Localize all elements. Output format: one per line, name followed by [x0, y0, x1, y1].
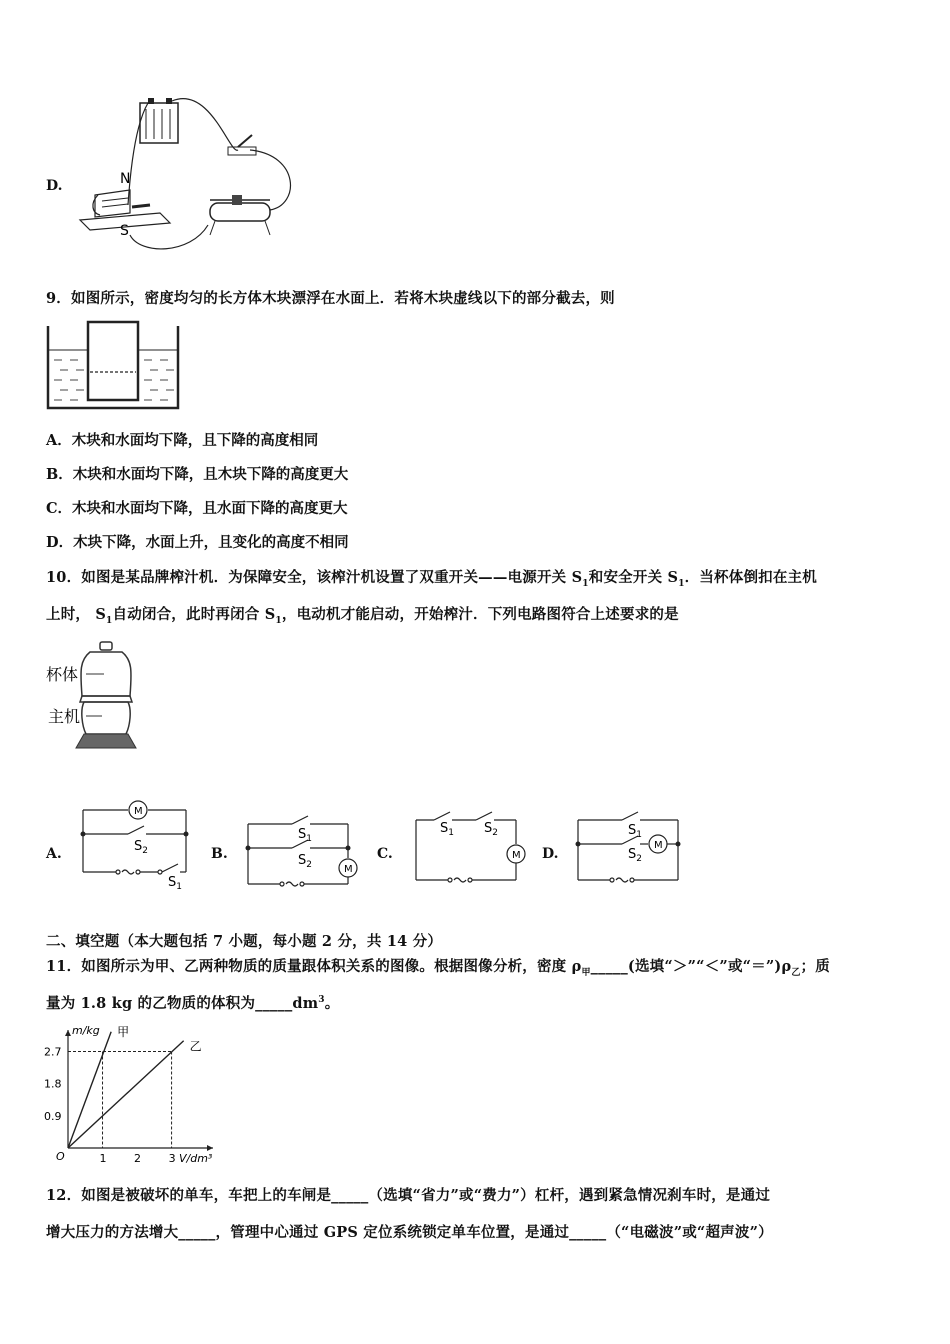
q9-option-a: A．木块和水面均下降，且下降的高度相同: [46, 432, 319, 449]
q8-electromagnet-circuit-figure: [70, 95, 310, 255]
q10-cup-label: 杯体: [46, 665, 79, 684]
chart-x-tick: 2: [134, 1152, 142, 1165]
q10-stem-line2: 上时， $S_1$自动闭合，此时再闭合 $S_1$，电动机才能启动，开始榨汁．下列电路图符合上述要求的是: [46, 606, 679, 626]
q10-b-motor-label: M: [344, 864, 353, 875]
q10-b-s2-label: $S_2$: [298, 853, 312, 870]
chart-x-arrow: [207, 1145, 213, 1151]
chart-x-axis-label: V/dm³: [179, 1152, 213, 1165]
q10-juicer-figure: [46, 640, 156, 755]
q10-c-motor-label: M: [512, 850, 521, 861]
q9-stem: 9．如图所示，密度均匀的长方体木块漂浮在水面上．若将木块虚线以下的部分截去，则: [46, 290, 615, 307]
chart-y-axis-label: m/kg: [72, 1024, 100, 1037]
chart-origin-label: O: [56, 1150, 65, 1163]
q10-option-c-label: C.: [377, 846, 393, 862]
q10-b-s1-label: $S_1$: [298, 827, 312, 844]
q10-option-d-label: D.: [542, 846, 559, 862]
q10-a-s2-label: $S_2$: [134, 839, 148, 856]
q10-base-label: 主机: [48, 707, 81, 726]
q10-c-s2-label: $S_2$: [484, 821, 498, 838]
q10-circuit-c: [412, 802, 522, 888]
q10-c-s1-label: $S_1$: [440, 821, 454, 838]
chart-y-tick: 1.8: [44, 1077, 62, 1091]
chart-y-tick: 2.7: [44, 1045, 62, 1059]
q10-circuit-d: [574, 806, 684, 888]
q10-circuit-a: [80, 800, 190, 890]
q9-option-d: D．木块下降，水面上升，且变化的高度不相同: [46, 534, 349, 551]
chart-series-label-jia: 甲: [117, 1024, 130, 1039]
q9-floating-block-figure: [46, 322, 181, 414]
q11-line2: 量为 1.8 kg 的乙物质的体积为$\_\_\_\_\_dm^3$。: [46, 995, 340, 1012]
q12-line1: 12．如图是被破坏的单车，车把上的车闸是_____（选填“省力”或“费力”）杠杆，遇到紧急情况刹车时，是通过: [46, 1187, 771, 1204]
q12-line2: 增大压力的方法增大_____，管理中心通过 GPS 定位系统锁定单车位置，是通过_____（“电磁波”或“超声波”）: [46, 1224, 773, 1241]
q10-d-s2-label: $S_2$: [628, 847, 642, 864]
q11-mass-volume-chart: [40, 1018, 220, 1168]
section2-heading: 二、填空题（本大题包括 7 小题，每小题 2 分，共 14 分）: [46, 933, 443, 950]
q10-a-s1-label: $S_1$: [168, 875, 182, 892]
chart-series-label-yi: 乙: [189, 1039, 202, 1054]
chart-x-tick: 3: [168, 1152, 176, 1165]
chart-y-tick: 0.9: [44, 1109, 62, 1123]
q11-line1: 11．如图所示为甲、乙两种物质的质量跟体积关系的图像。根据图像分析，密度 $\rho_甲\_\_\_\_\_$(选填“＞”“＜”或“$=”)\rho_乙$；质: [46, 958, 830, 978]
chart-series-line-1: [68, 1041, 184, 1148]
q10-circuit-b: [244, 812, 356, 890]
q10-d-motor-label: M: [654, 840, 663, 851]
q10-a-motor-label: M: [134, 806, 143, 817]
q10-option-a-label: A.: [46, 846, 62, 862]
chart-series-line-0: [68, 1032, 111, 1148]
q10-stem-line1: 10．如图是某品牌榨汁机．为保障安全，该榨汁机设置了双重开关——电源开关 $S_1$和安全开关 $S_1$．当杯体倒扣在主机: [46, 569, 817, 589]
q10-option-b-label: B.: [211, 846, 228, 862]
q9-option-b: B．木块和水面均下降，且木块下降的高度更大: [46, 466, 349, 483]
q8-south-pole-label: S: [120, 223, 129, 239]
q8-north-pole-label: N: [120, 171, 131, 187]
q8-option-d-label: D.: [46, 178, 63, 194]
q10-d-s1-label: $S_1$: [628, 823, 642, 840]
q9-option-c: C．木块和水面均下降，且水面下降的高度更大: [46, 500, 348, 517]
chart-x-tick: 1: [99, 1152, 107, 1165]
chart-y-arrow: [65, 1030, 71, 1036]
